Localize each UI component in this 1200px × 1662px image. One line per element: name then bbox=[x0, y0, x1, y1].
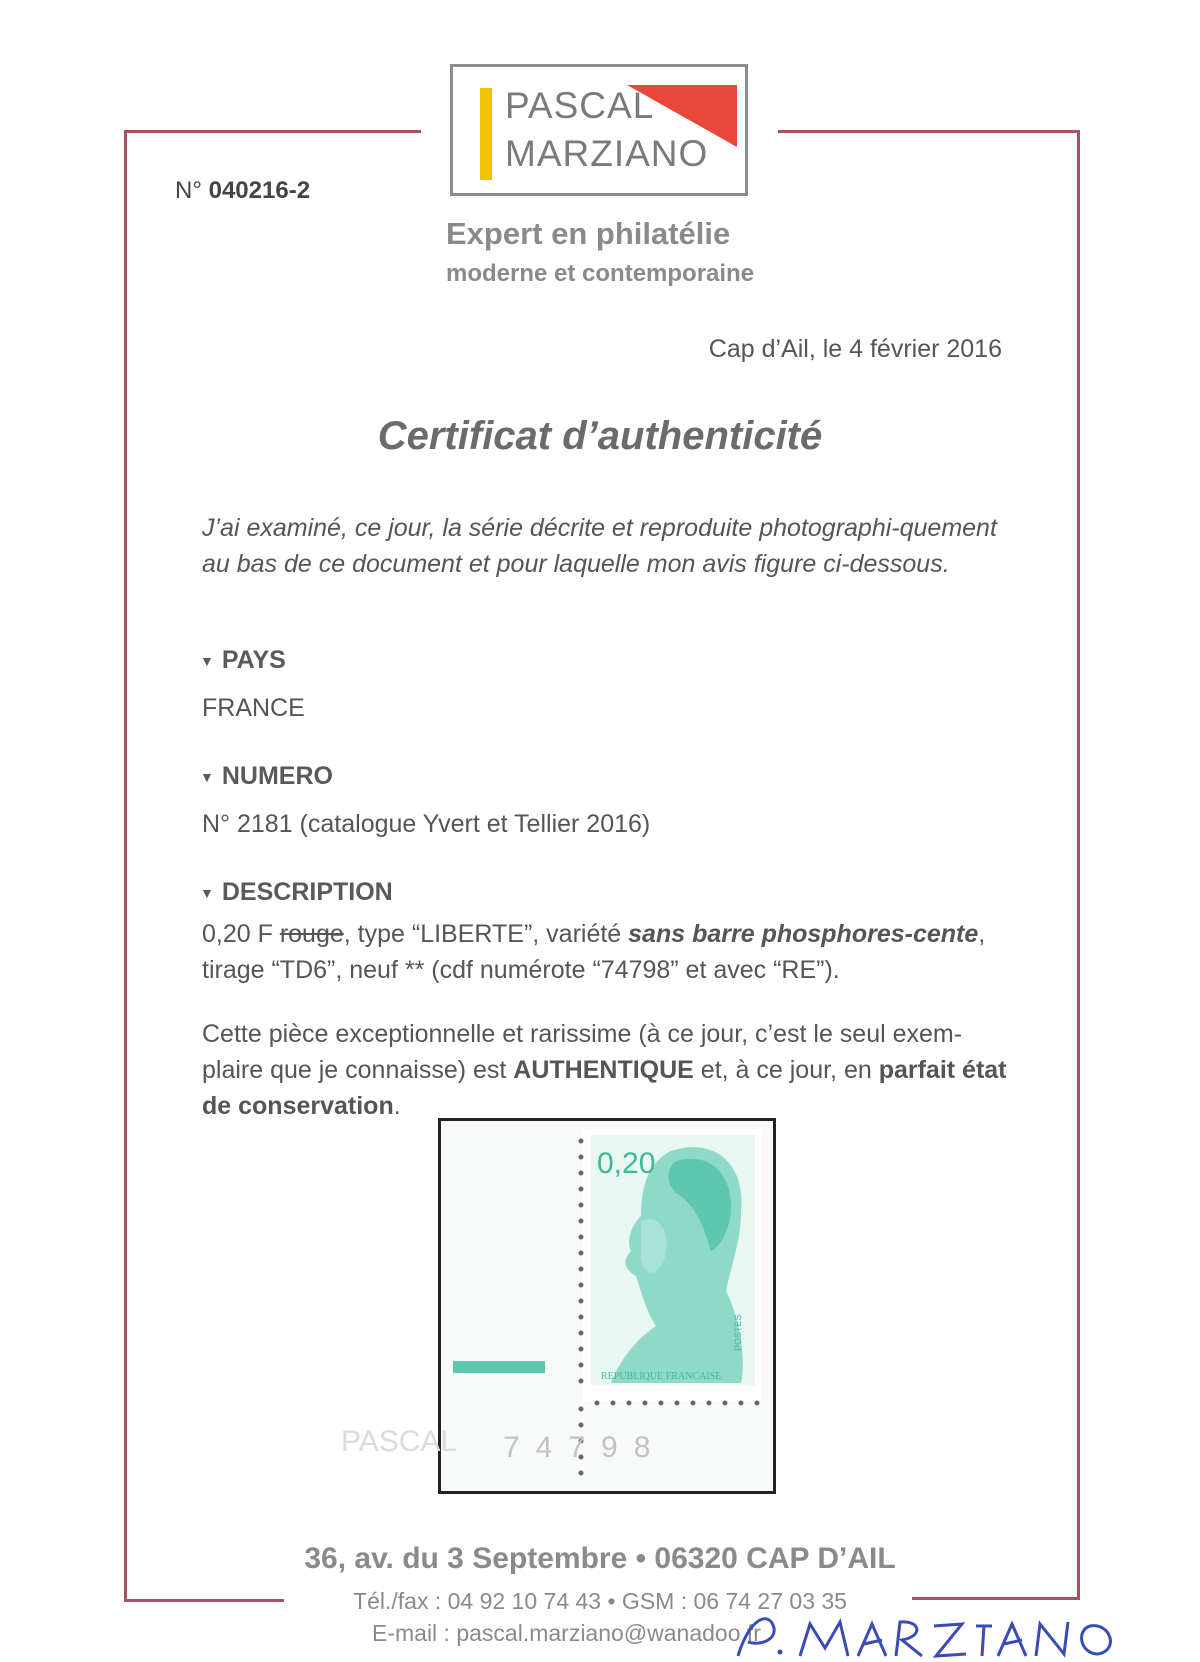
footer-phones: Tél./fax : 04 92 10 74 43 • GSM : 06 74 27 03 35 bbox=[353, 1588, 847, 1614]
section-heading-numero-label: NUMERO bbox=[221, 762, 333, 790]
footer-address: 36, av. du 3 Septembre • 06320 CAP D’AIL bbox=[304, 1542, 896, 1575]
triangle-down-icon: ▼ bbox=[200, 653, 214, 669]
section-heading-numero bbox=[200, 762, 333, 791]
frame-top-left bbox=[125, 130, 421, 133]
triangle-down-icon: ▼ bbox=[200, 885, 214, 901]
description-part2: , type “LIBERTE”, variété bbox=[343, 920, 629, 948]
logo-line1: PASCAL bbox=[505, 85, 655, 126]
section-heading-description bbox=[200, 878, 393, 907]
verdict-text bbox=[202, 1016, 1022, 1124]
date-line: Cap d’Ail, le 4 février 2016 bbox=[708, 335, 1002, 363]
description-variety: sans barre phosphores-cente bbox=[628, 920, 979, 948]
stamp-photo bbox=[341, 1118, 776, 1494]
stamp-watermark: PASCAL bbox=[341, 1425, 458, 1458]
section-value-pays: FRANCE bbox=[202, 694, 305, 722]
logo-line2: MARZIANO bbox=[505, 133, 709, 174]
frame-bottom-right bbox=[912, 1597, 1080, 1600]
sheet-number: 74798 bbox=[503, 1431, 667, 1464]
description-struck: rouge bbox=[279, 920, 344, 948]
frame-left bbox=[124, 130, 127, 1602]
stamp-country: REPUBLIQUE FRANCAISE bbox=[601, 1371, 722, 1382]
verdict-part3: . bbox=[393, 1092, 401, 1120]
verdict-condition: parfait état de conservation bbox=[202, 1056, 1007, 1120]
certificate-number bbox=[175, 177, 310, 205]
section-value-numero: N° 2181 (catalogue Yvert et Tellier 2016) bbox=[202, 810, 651, 838]
triangle-down-icon: ▼ bbox=[200, 769, 214, 785]
handwritten-signature bbox=[730, 1606, 1150, 1662]
logo-yellow-bar bbox=[480, 88, 492, 180]
description-part1: 0,20 F bbox=[202, 920, 280, 948]
intro-paragraph: J’ai examiné, ce jour, la série décrite et reproduite photographi-quement au bas de ce document et pour laquelle mon avis figure ci-dessous. bbox=[202, 514, 997, 578]
stamp-value: 0,20 bbox=[597, 1147, 656, 1180]
certificate-number-prefix: N° bbox=[175, 177, 202, 204]
certificate-number-value: 040216-2 bbox=[208, 177, 311, 204]
verdict-part1: Cette pièce exceptionnelle et rarissime (à ce jour, c’est le seul exem-plaire que je connaisse) est bbox=[202, 1020, 963, 1084]
section-heading-pays bbox=[200, 646, 286, 675]
page-title: Certificat d’authenticité bbox=[377, 414, 823, 458]
verdict-part2: et, à ce jour, en bbox=[693, 1056, 879, 1084]
section-heading-description-label: DESCRIPTION bbox=[221, 878, 393, 906]
frame-bottom-left bbox=[124, 1599, 284, 1602]
stamp-illustration bbox=[341, 1121, 773, 1491]
description-part3: , tirage “TD6”, neuf ** (cdf numérote “74798” et avec “RE”). bbox=[202, 920, 986, 984]
tagline-line2: moderne et contemporaine bbox=[446, 260, 755, 287]
section-heading-pays-label: PAYS bbox=[221, 646, 286, 674]
frame-top-right bbox=[778, 130, 1080, 133]
description-text bbox=[202, 916, 1022, 988]
footer-email: E-mail : pascal.marziano@wanadoo.fr bbox=[372, 1620, 761, 1646]
frame-right bbox=[1077, 130, 1080, 1600]
sheet-color-bar bbox=[453, 1361, 545, 1373]
tagline-line1: Expert en philatélie bbox=[446, 216, 731, 251]
stamp-postes: POSTES bbox=[733, 1314, 743, 1351]
logo bbox=[450, 64, 748, 196]
verdict-authentique: AUTHENTIQUE bbox=[513, 1056, 694, 1084]
